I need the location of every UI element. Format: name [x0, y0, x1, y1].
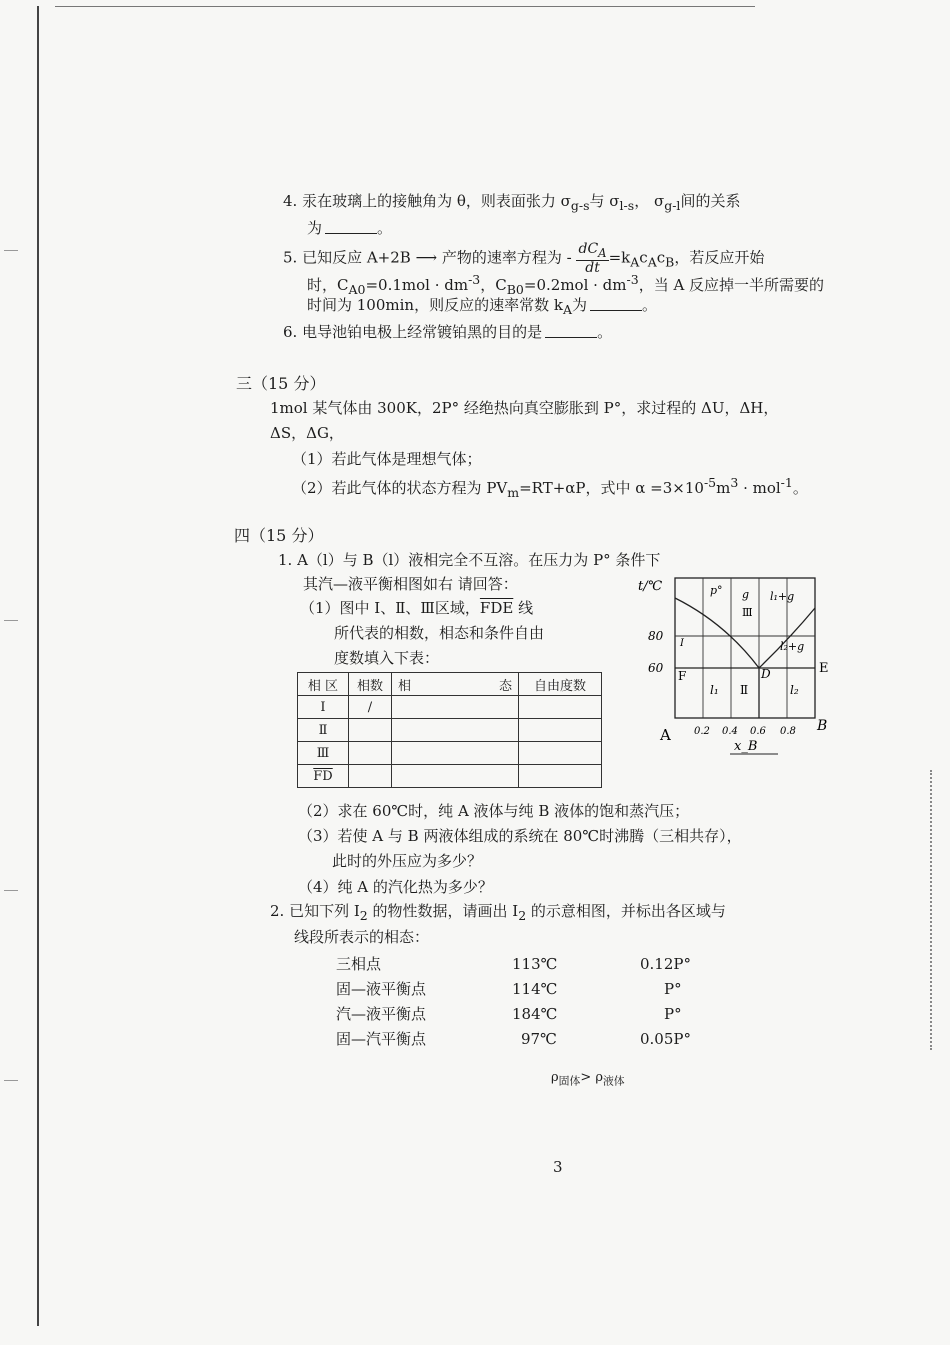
- density-relation: $\rho_{固体}> \rho_{液体}$: [551, 1070, 625, 1088]
- section-4-header: 四（15 分）: [234, 526, 324, 545]
- region-label: Ⅲ: [742, 606, 753, 619]
- s3-sub2: （2）若此气体的状态方程为 $PV_m=RT+\alpha P$，式中 $\alpha =3\times 10^{-5}m^3 \cdot mol^{-1}$。: [292, 475, 808, 500]
- header-count: 相数: [349, 673, 392, 696]
- s3-line2: ΔS，ΔG，: [270, 424, 344, 442]
- s4-q1-line2: 其汽—液平衡相图如右 请回答：: [303, 575, 518, 593]
- q4-line1: 4. 汞在玻璃上的接触角为 θ，则表面张力 $\sigma_{g-s}$与 $\sigma_{l-s}$， $\sigma_{g-l}$间的关系: [283, 192, 741, 213]
- table-row: $\overline{FD}$: [298, 765, 602, 788]
- table-cell-blank[interactable]: [392, 719, 519, 742]
- axis-left-label: A: [660, 726, 671, 744]
- margin-mark: [4, 890, 18, 891]
- rate-fraction: $\frac{dC_A}{dt}$: [578, 241, 607, 276]
- scan-artifact: [930, 770, 932, 1050]
- answer-blank[interactable]: [325, 224, 377, 234]
- margin-mark: [4, 1080, 18, 1081]
- header-dof: 自由度数: [519, 673, 602, 696]
- s4-q1-2: （2）求在 60℃时，纯 A 液体与纯 B 液体的饱和蒸汽压；: [298, 802, 690, 820]
- page-number: 3: [553, 1158, 563, 1176]
- answer-blank[interactable]: [545, 328, 597, 338]
- point-label: E: [819, 661, 829, 676]
- s4-q1-line1: 1. A（l）与 B（l）液相完全不互溶。在压力为 P° 条件下: [278, 551, 661, 569]
- region-label: l₂+g: [780, 640, 805, 653]
- point-label: D: [761, 667, 771, 681]
- s4-q1-1-line2: 所代表的相数，相态和条件自由: [334, 624, 545, 642]
- page-edge-top: [55, 6, 755, 7]
- table-cell-blank[interactable]: [519, 765, 602, 788]
- x-tick: 0.2: [694, 726, 710, 737]
- header-region: 相 区: [298, 673, 349, 696]
- phase-diagram: [630, 568, 835, 758]
- point-label: F: [678, 669, 687, 683]
- table-cell-blank[interactable]: [519, 742, 602, 765]
- s4-q2-line2: 线段所表示的相态：: [294, 928, 430, 946]
- region-label: Ⅰ: [680, 638, 684, 649]
- margin-mark: [4, 250, 18, 251]
- section-3-header: 三（15 分）: [236, 374, 326, 393]
- region-label: l₁: [710, 683, 719, 697]
- table-row: Ⅲ: [298, 742, 602, 765]
- table-cell-blank[interactable]: [519, 719, 602, 742]
- s4-q1-3-line2: 此时的外压应为多少？: [332, 852, 483, 870]
- table-row: Ⅱ: [298, 719, 602, 742]
- answer-blank[interactable]: [590, 301, 642, 311]
- margin-mark: [4, 620, 18, 621]
- s4-q1-1-line1: （1）图中 Ⅰ、Ⅱ、Ⅲ区域，$\overline{FDE}$ 线: [300, 599, 534, 617]
- table-cell-blank[interactable]: [519, 696, 602, 719]
- q4-line2: 为 。: [307, 219, 393, 237]
- table-cell-blank[interactable]: [392, 765, 519, 788]
- s4-q1-4: （4）纯 A 的汽化热为多少？: [298, 878, 493, 896]
- header-state: 相 态: [392, 673, 519, 696]
- table-header-row: [298, 673, 602, 696]
- table-cell-blank[interactable]: [392, 696, 519, 719]
- axis-right-label: B: [817, 718, 828, 734]
- page-edge-left: [37, 6, 39, 1326]
- s4-q2-line1: 2. 已知下列 $I_2$ 的物性数据，请画出 $I_2$ 的示意相图，并标出各区域与: [270, 902, 726, 923]
- x-tick: 0.4: [722, 726, 738, 737]
- s4-q1-3-line1: （3）若使 A 与 B 两液体组成的系统在 80℃时沸腾（三相共存），: [298, 827, 742, 845]
- table-row: Ⅰ /: [298, 696, 602, 719]
- y-tick: 80: [648, 629, 664, 643]
- region-label: l₂: [790, 683, 799, 697]
- s4-q1-1-line3: 度数填入下表：: [334, 649, 440, 667]
- x-tick: 0.8: [780, 726, 796, 737]
- s3-line1: 1mol 某气体由 300K，2P° 经绝热向真空膨胀到 P°，求过程的 ΔU，ΔH，: [270, 399, 779, 417]
- region-label: Ⅱ: [740, 683, 749, 697]
- y-tick: 60: [648, 661, 664, 675]
- x-tick: 0.6: [750, 726, 766, 737]
- region-label: p°: [710, 584, 723, 597]
- q5-line1: 5. 已知反应 A+2B ⟶ 产物的速率方程为 - $\frac{dC_A}{dt}$ $=k_Ac_Ac_B$，若反应开始: [283, 241, 765, 276]
- phase-table: [297, 672, 602, 788]
- q6-line: 6. 电导池铂电极上经常镀铂黑的目的是 。: [283, 323, 613, 341]
- y-axis-label: t/℃: [638, 579, 663, 594]
- x-axis-label: x_B: [734, 739, 758, 754]
- table-cell-blank[interactable]: [392, 742, 519, 765]
- region-label: l₁+g: [770, 590, 795, 603]
- s3-sub1: （1）若此气体是理想气体；: [292, 450, 482, 468]
- q5-line3: 时间为 100min，则反应的速率常数 $k_A$为 。: [307, 296, 658, 317]
- q5-line2: 时，$C_{A0}=0.1mol \cdot dm^{-3}$，$C_{B0}=0.2mol \cdot dm^{-3}$，当 A 反应掉一半所需要的: [307, 272, 825, 297]
- region-label: g: [742, 588, 750, 601]
